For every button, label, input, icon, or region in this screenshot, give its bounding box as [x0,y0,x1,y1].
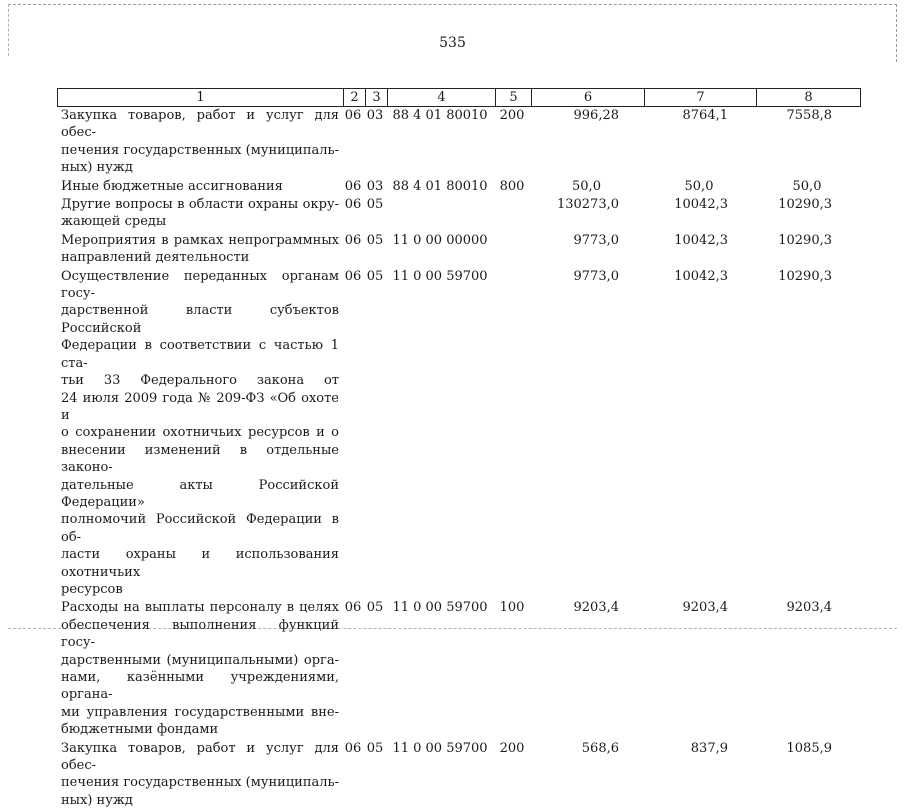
cell-csr: 88 4 01 80010 [392,108,488,123]
cell-value-6: 9773,0 [573,232,619,248]
cell-pr: 03 [366,108,384,123]
table-row [57,178,859,195]
cell-value-7: 10042,3 [674,197,728,213]
row-name [57,268,342,599]
header-col-5: 5 [495,89,531,106]
header-col-6: 6 [531,89,644,106]
cell-csr: 88 4 01 80010 [392,178,488,194]
cell-rz: 06 [344,232,362,248]
header-col-2: 2 [343,89,365,106]
row-name-line: Закупка товаров, работ и услуг для обес- [61,740,339,774]
table-row [57,196,859,231]
row-name [57,196,342,231]
cell-value-8: 10290,3 [778,232,832,248]
row-name-line: жающей среды [61,214,167,230]
row-name-line: Расходы на выплаты персоналу в целях [61,600,339,616]
cell-pr: 03 [366,178,384,194]
cell-vr: 800 [499,178,525,194]
header-col-3: 3 [365,89,387,106]
cell-value-8: 10290,3 [778,268,832,284]
cell-rz: 06 [344,197,362,213]
table-row [57,268,859,599]
cell-value-7: 10042,3 [674,268,728,284]
table-row [57,599,859,738]
cell-value-8: 10290,3 [778,197,832,213]
cell-value-7: 10042,3 [674,232,728,248]
cell-csr: 11 0 00 59700 [392,268,488,284]
row-name-line: дательные акты Российской Федерации» [61,477,339,510]
row-name-line: 24 июля 2009 года № 209-ФЗ «Об охоте и [61,390,339,423]
header-col-4: 4 [387,89,495,106]
row-name [57,178,342,195]
cell-rz: 06 [344,600,362,616]
cell-pr: 05 [366,600,384,616]
row-name [57,107,342,177]
cell-value-8: 50,0 [792,178,822,194]
cell-value-6: 9203,4 [573,600,619,616]
row-name-line: Осуществление переданных органам госу- [61,268,339,302]
cell-pr: 05 [366,197,384,213]
row-name-line: Федерации в соответствии с частью 1 ста- [61,338,339,371]
cell-rz: 06 [344,740,362,756]
row-name-line: Иные бюджетные ассигнования [61,178,283,194]
row-name [57,599,342,738]
cell-rz: 06 [344,178,362,194]
row-name-line: направлений деятельности [61,250,250,266]
row-name-line: ми управления государственными вне- [61,704,339,720]
row-name-line: внесении изменений в отдельные законо- [61,442,339,476]
table-row [57,740,859,810]
cell-value-7: 9203,4 [682,600,728,616]
cell-value-6: 50,0 [572,178,601,194]
cell-csr: 11 0 00 59700 [392,600,488,616]
cell-vr: 200 [499,740,525,756]
cell-pr: 05 [366,740,384,756]
table-row [57,232,859,267]
cell-pr: 05 [366,268,384,284]
row-name-line: о сохранении охотничьих ресурсов и о [61,425,339,441]
cell-value-7: 8764,1 [682,108,728,123]
header-col-1: 1 [196,90,205,105]
row-name-line: печения государственных (муниципаль- [61,775,339,791]
cell-csr: 11 0 00 59700 [392,740,488,756]
cell-vr: 200 [499,108,525,123]
cell-rz: 06 [344,268,362,284]
cell-value-6: 996,28 [573,108,619,123]
row-name-line: бюджетными фондами [61,722,219,738]
row-name-line: ресурсов [61,581,123,597]
table-body [57,107,859,810]
cell-value-7: 837,9 [690,740,728,756]
row-name [57,232,342,267]
row-name-line: ласти охраны и использования охотничьих [61,547,339,580]
table-header [57,88,861,107]
page-number: 535 [439,35,466,51]
cell-value-7: 50,0 [684,178,714,194]
table-row [57,107,859,177]
scan-right-border [896,4,897,62]
row-name-line: Другие вопросы в области охраны окру- [61,197,339,213]
row-name-line: ных) нужд [61,792,133,808]
header-col-8: 8 [756,89,860,106]
cell-value-8: 9203,4 [786,600,832,616]
row-name-line: дарственной власти субъектов Российской [61,303,339,336]
row-name-line: печения государственных (муниципаль- [61,142,339,158]
row-name-line: нами, казёнными учреждениями, органа- [61,670,339,703]
cell-value-6: 130273,0 [556,197,619,213]
header-col-7: 7 [644,89,756,106]
row-name-line: полномочий Российской Федерации в об- [61,512,339,545]
cell-rz: 06 [344,108,362,123]
cell-value-6: 568,6 [581,740,619,756]
row-name-line: тьи 33 Федерального закона от [61,373,339,389]
scan-top-border [8,4,897,5]
cell-csr: 11 0 00 00000 [392,232,488,248]
cell-pr: 05 [366,232,384,248]
row-name-line: Закупка товаров, работ и услуг для обес- [61,108,339,141]
row-name-line: дарственными (муниципальными) орга- [61,652,339,668]
cell-value-8: 1085,9 [786,740,832,756]
cell-vr: 100 [499,600,525,616]
cell-value-8: 7558,8 [786,108,832,123]
row-name-line: ных) нужд [61,160,133,176]
row-name-line: Мероприятия в рамках непрограммных [61,232,339,248]
row-name-line: обеспечения выполнения функций госу- [61,617,339,651]
cell-value-6: 9773,0 [573,268,619,284]
row-name [57,740,342,810]
